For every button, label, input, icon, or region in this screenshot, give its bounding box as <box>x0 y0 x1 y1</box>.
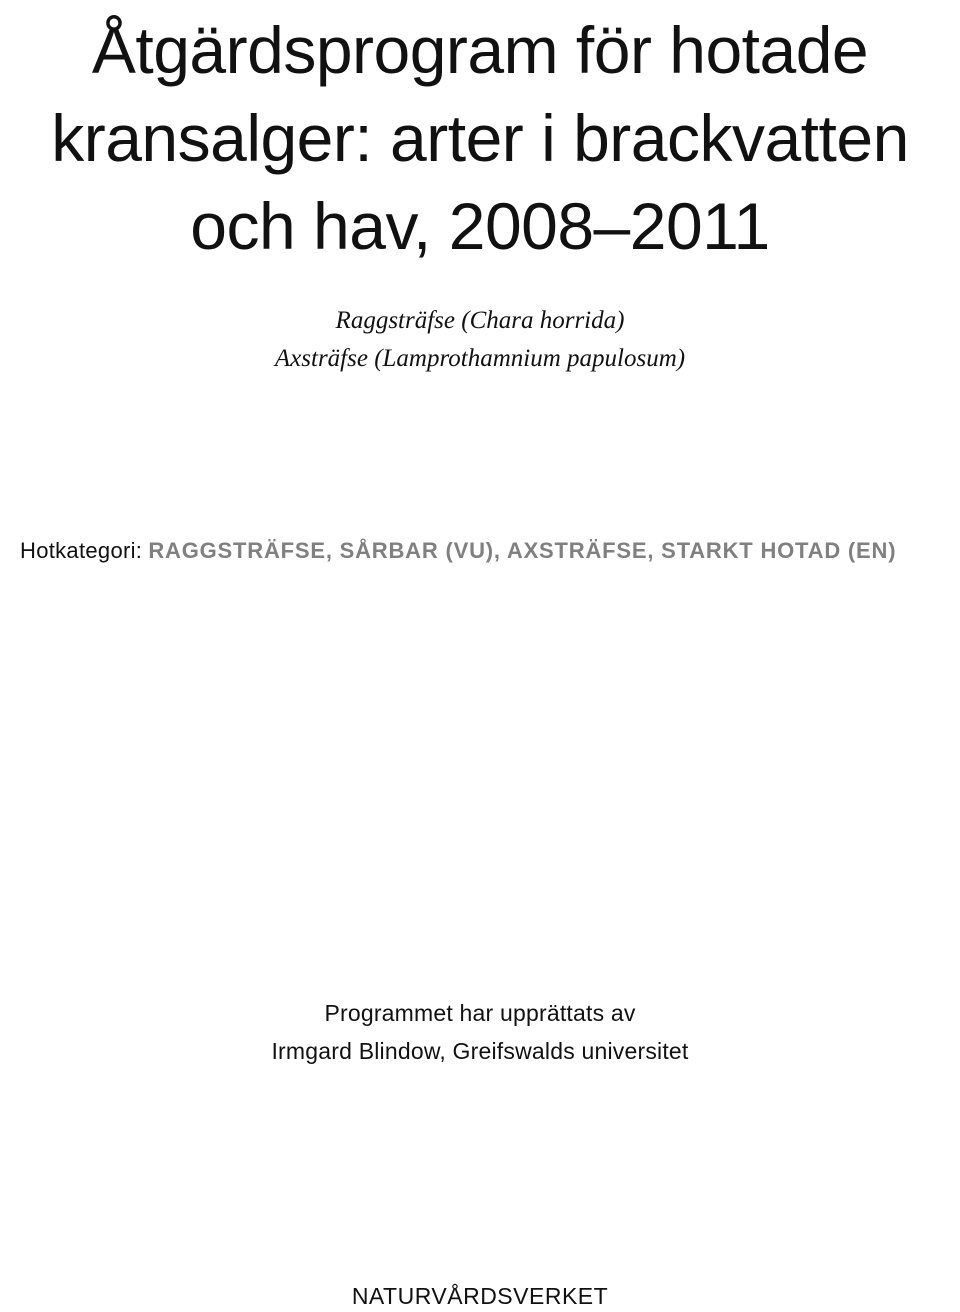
species-name: Raggsträfse (Chara horrida) <box>335 307 625 334</box>
title-line-2: kransalger: arter i brackvatten <box>51 101 909 175</box>
title-line-3: och hav, 2008–2011 <box>190 189 770 263</box>
credits-author: Irmgard Blindow, Greifswalds universitet <box>271 1038 689 1064</box>
threat-category-value: RAGGSTRÄFSE, SÅRBAR (VU), AXSTRÄFSE, STARKT HOTAD (EN) <box>148 538 897 563</box>
document-title <box>0 6 960 270</box>
species-name: Axsträfse (Lamprothamnium papulosum) <box>274 345 686 372</box>
publisher-name: NATURVÅRDSVERKET <box>351 1283 609 1309</box>
species-list <box>0 302 960 378</box>
title-line-1: Åtgärdsprogram för hotade <box>91 13 869 87</box>
credits-intro: Programmet har upprättats av <box>324 1000 636 1026</box>
threat-category <box>20 533 960 569</box>
threat-category-label: Hotkategori: <box>20 538 143 563</box>
author-credits <box>0 994 960 1070</box>
